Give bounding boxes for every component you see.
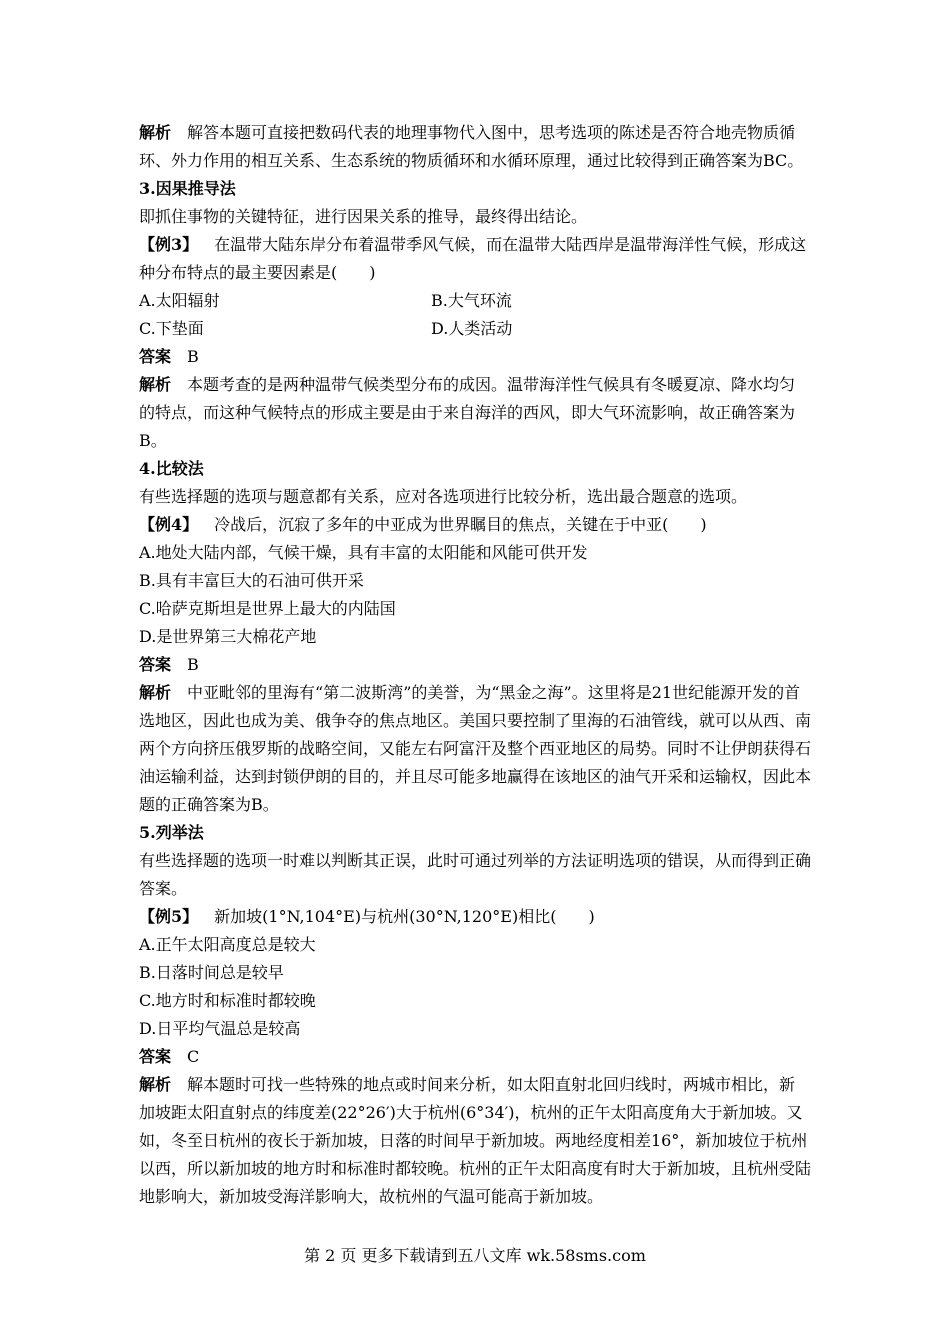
answer-value: B — [187, 347, 199, 366]
option-b: B.日落时间总是较早 — [139, 963, 284, 982]
option-c: C.地方时和标准时都较晚 — [139, 991, 316, 1010]
page-footer: 第 2 页 更多下载请到五八文库 wk.58sms.com — [304, 1246, 646, 1265]
answer-3 — [139, 343, 811, 371]
explanation-text: 中亚毗邻的里海有“第二波斯湾”的美誉，为“黑金之海”。这里将是21世纪能源开发的首选地区，因此也成为美、俄争夺的焦点地区。美国只要控制了里海的石油管线，就可以从西、南两个方向挤压俄罗斯的战略空间，又能左右阿富汗及整个西亚地区的局势。同时不让伊朗获得石油运输利益，达到封锁伊朗的目的，并且尽可能多地赢得在该地区的油气开采和运输权，因此本题的正确答案为B。 — [139, 683, 812, 814]
explanation-4 — [139, 679, 811, 819]
example-label: 【例3】 — [139, 235, 199, 254]
option-d: D.日平均气温总是较高 — [139, 1019, 301, 1038]
explanation-label: 解析 — [139, 683, 172, 702]
example-text: 在温带大陆东岸分布着温带季风气候，而在温带大陆西岸是温带海洋性气候，形成这种分布特点的最主要因素是( ) — [139, 235, 807, 282]
example-text: 新加坡(1°N,104°E)与杭州(30°N,120°E)相比( ) — [214, 907, 595, 926]
example-3-options-row-2 — [139, 315, 811, 343]
example-label: 【例5】 — [139, 907, 199, 926]
page-content — [139, 119, 811, 1211]
example-3-question — [139, 231, 811, 287]
answer-label: 答案 — [139, 655, 172, 674]
answer-5 — [139, 1043, 811, 1071]
explanation-label: 解析 — [139, 1075, 172, 1094]
section-intro-4: 有些选择题的选项与题意都有关系，应对各选项进行比较分析，选出最合题意的选项。 — [139, 487, 748, 506]
explanation-text: 解答本题可直接把数码代表的地理事物代入图中，思考选项的陈述是否符合地壳物质循环、外力作用的相互关系、生态系统的物质循环和水循环原理，通过比较得到正确答案为BC。 — [139, 123, 804, 170]
example-text: 冷战后，沉寂了多年的中亚成为世界瞩目的焦点，关键在于中亚( ) — [214, 515, 707, 534]
option-a: A.正午太阳高度总是较大 — [139, 935, 316, 954]
option-d: D.是世界第三大棉花产地 — [139, 627, 317, 646]
answer-label: 答案 — [139, 347, 172, 366]
explanation-5 — [139, 1071, 811, 1211]
section-heading-4: 4.比较法 — [139, 459, 204, 478]
explanation-text: 解本题时可找一些特殊的地点或时间来分析，如太阳直射北回归线时，两城市相比，新加坡距太阳直射点的纬度差(22°26′)大于杭州(6°34′)，杭州的正午太阳高度角大于新加坡。又如，冬至日杭州的夜长于新加坡，日落的时间早于新加坡。两地经度相差16°，新加坡位于杭州以西，所以新加坡的地方时和标准时都较晚。杭州的正午太阳高度有时大于新加坡，且杭州受陆地影响大，新加坡受海洋影响大，故杭州的气温可能高于新加坡。 — [139, 1075, 812, 1206]
answer-value: B — [187, 655, 199, 674]
explanation-3 — [139, 371, 811, 455]
option-b: B.大气环流 — [431, 291, 512, 310]
section-heading-5: 5.列举法 — [139, 823, 204, 842]
explanation-label: 解析 — [139, 123, 172, 142]
section-intro-5: 有些选择题的选项一时难以判断其正误，此时可通过列举的方法证明选项的错误，从而得到正确答案。 — [139, 851, 812, 898]
example-3-options-row-1 — [139, 287, 811, 315]
option-c: C.哈萨克斯坦是世界上最大的内陆国 — [139, 599, 396, 618]
answer-value: C — [187, 1047, 200, 1066]
explanation-1 — [139, 119, 811, 175]
option-d: D.人类活动 — [431, 319, 513, 338]
explanation-text: 本题考查的是两种温带气候类型分布的成因。温带海洋性气候具有冬暖夏凉、降水均匀的特点，而这种气候特点的形成主要是由于来自海洋的西风，即大气环流影响，故正确答案为B。 — [139, 375, 796, 450]
answer-label: 答案 — [139, 1047, 172, 1066]
section-heading-3: 3.因果推导法 — [139, 179, 236, 198]
option-a: A.地处大陆内部，气候干燥，具有丰富的太阳能和风能可供开发 — [139, 543, 588, 562]
example-4-question — [139, 511, 811, 539]
explanation-label: 解析 — [139, 375, 172, 394]
example-label: 【例4】 — [139, 515, 199, 534]
answer-4 — [139, 651, 811, 679]
section-intro-3: 即抓住事物的关键特征，进行因果关系的推导，最终得出结论。 — [139, 207, 588, 226]
option-b: B.具有丰富巨大的石油可供开采 — [139, 571, 364, 590]
option-a: A.太阳辐射 — [139, 291, 220, 310]
example-5-question — [139, 903, 811, 931]
option-c: C.下垫面 — [139, 319, 204, 338]
